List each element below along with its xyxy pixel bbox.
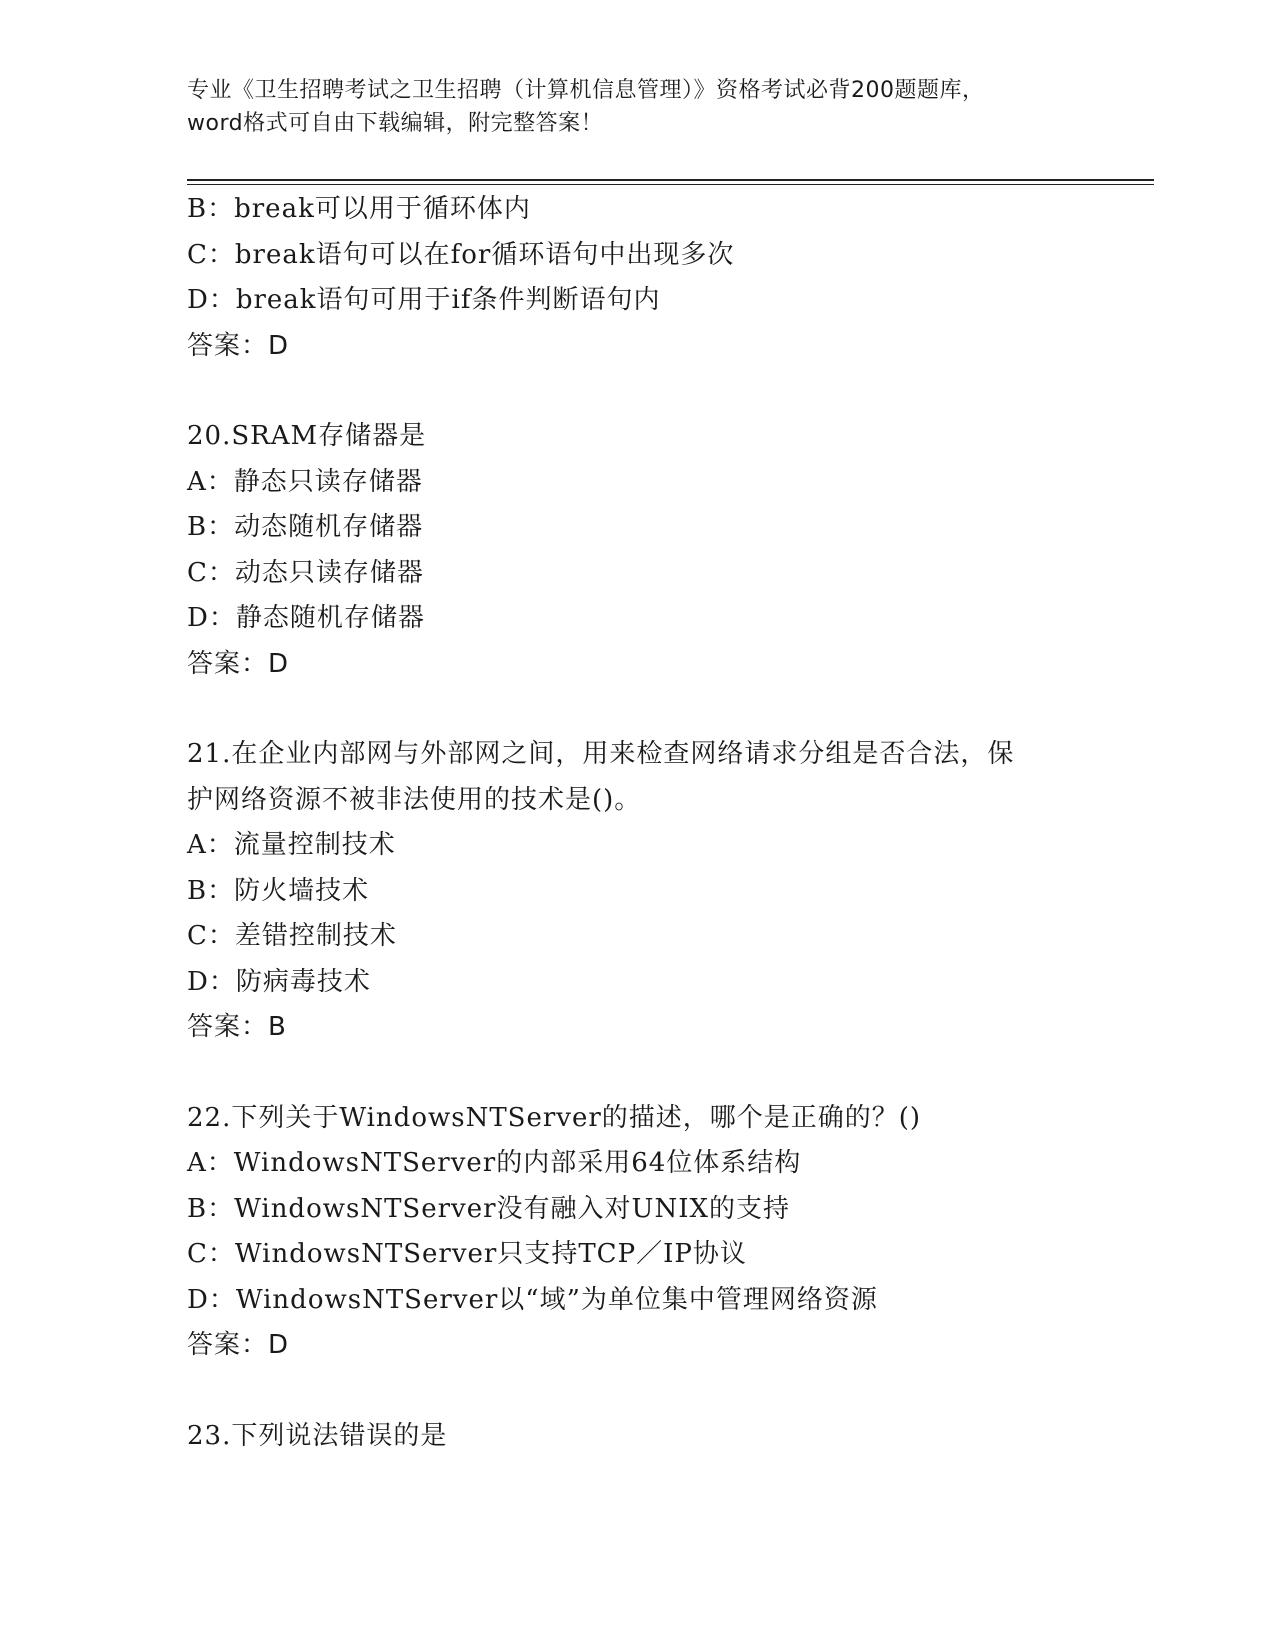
header-line-2: word格式可自由下载编辑，附完整答案！ [187,111,604,136]
option-a: A：流量控制技术 [187,830,396,860]
question-19-tail [187,187,1087,369]
option-d: D：WindowsNTServer以“域”为单位集中管理网络资源 [187,1284,878,1315]
spacer [187,1051,1087,1096]
option-c: C：差错控制技术 [187,921,397,951]
answer: 答案：D [187,330,290,361]
answer: 答案：D [187,648,290,679]
header-divider-thin [187,184,1154,185]
option-b: B：break可以用于循环体内 [187,194,531,224]
option-d: D：静态随机存储器 [187,603,425,633]
question-stem: 20.SRAM存储器是 [187,421,427,451]
answer: 答案：B [187,1012,287,1042]
option-c: C：动态只读存储器 [187,557,424,588]
document-header [187,74,1087,140]
question-stem-line-1: 21.在企业内部网与外部网之间，用来检查网络请求分组是否合法，保 [187,739,1015,769]
question-22 [187,1096,1087,1369]
question-stem: 23.下列说法错误的是 [187,1420,448,1451]
option-c: C：break语句可以在for循环语句中出现多次 [187,239,735,270]
question-stem-line-2: 护网络资源不被非法使用的技术是()。 [187,784,642,815]
question-21 [187,732,1087,1051]
spacer [187,687,1087,732]
header-line-1: 专业《卫生招聘考试之卫生招聘（计算机信息管理）》资格考试必背200题题库， [187,78,985,103]
option-c: C：WindowsNTServer只支持TCP／IP协议 [187,1239,747,1269]
answer: 答案：D [187,1330,290,1360]
option-b: B：WindowsNTServer没有融入对UNIX的支持 [187,1193,790,1224]
question-content [187,187,1087,1459]
question-stem: 22.下列关于WindowsNTServer的描述，哪个是正确的？() [187,1102,922,1133]
question-23 [187,1414,1087,1460]
option-b: B：动态随机存储器 [187,512,424,542]
option-a: A：静态只读存储器 [187,466,423,497]
option-d: D：break语句可用于if条件判断语句内 [187,285,661,315]
option-b: B：防火墙技术 [187,875,370,906]
header-divider-thick [187,179,1154,181]
question-20 [187,414,1087,687]
option-a: A：WindowsNTServer的内部采用64位体系结构 [187,1148,802,1178]
option-d: D：防病毒技术 [187,966,371,997]
spacer [187,369,1087,414]
spacer [187,1369,1087,1414]
